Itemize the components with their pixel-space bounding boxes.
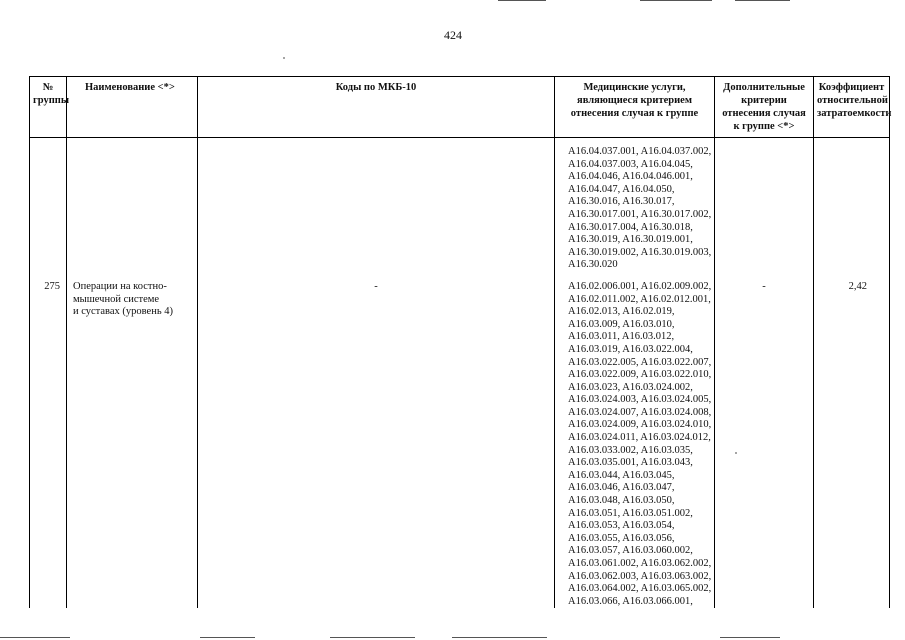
service-code-line: A16.02.006.001, A16.02.009.002, [568,280,712,292]
service-code-line: A16.03.055, A16.03.056, [568,532,675,544]
cell-name: Операции на костно- мышечной системе и суставах (уровень 4) [67,272,198,608]
service-code-line: A16.03.066, A16.03.066.001, [568,595,693,607]
service-code-line: A16.03.062.003, A16.03.063.002, [568,570,712,582]
cell-extra-criteria [715,138,814,272]
service-code-list [568,146,714,272]
header-extra-criteria: Дополнительные критерии отнесения случая к группе <*> [715,77,814,138]
service-code-line: A16.04.047, A16.04.050, [568,183,675,195]
service-code-line: A16.03.022.005, A16.03.022.007, [568,356,712,368]
service-code-line: A16.03.044, A16.03.045, [568,469,675,481]
service-code-line: A16.30.017.004, A16.30.018, [568,221,693,233]
service-code-line: A16.03.024.011, A16.03.024.012, [568,432,711,444]
page-number: 424 [444,28,462,42]
scan-edge-mark [498,0,546,1]
cell-group-no: 275 [30,272,67,608]
ksg-table [29,76,890,608]
table-header-row [30,77,890,138]
scan-edge-mark [0,637,70,638]
cell-services [555,272,715,608]
scan-edge-mark [735,0,790,1]
service-code-line: A16.30.017.001, A16.30.017.002, [568,208,712,220]
service-code-line: A16.30.016, A16.30.017, [568,196,675,208]
service-code-line: A16.03.024.009, A16.03.024.010, [568,419,712,431]
header-group-no: № группы [30,77,67,138]
service-code-line: A16.03.053, A16.03.054, [568,520,675,532]
table-row-continuation [30,138,890,272]
service-code-line: A16.03.019, A16.03.022.004, [568,343,693,355]
service-code-line: A16.02.011.002, A16.02.012.001, [568,293,711,305]
service-code-line: A16.03.009, A16.03.010, [568,318,675,330]
cell-mkb-codes [198,138,555,272]
service-code-line: A16.03.046, A16.03.047, [568,482,675,494]
cell-extra-criteria: - [715,272,814,608]
service-code-line: A16.03.024.007, A16.03.024.008, [568,406,712,418]
service-code-line: A16.03.051, A16.03.051.002, [568,507,693,519]
service-code-list [568,281,714,608]
service-code-line: A16.30.019, A16.30.019.001, [568,234,693,246]
cell-coefficient [814,138,890,272]
service-code-line: A16.30.020 [568,259,618,271]
scan-edge-mark [200,637,255,638]
table-row [30,272,890,608]
scan-edge-mark [720,637,780,638]
scan-edge-mark [452,637,547,638]
service-code-line: A16.03.011, A16.03.012, [568,331,675,343]
service-code-line: A16.03.064.002, A16.03.065.002, [568,583,712,595]
header-mkb-codes: Коды по МКБ-10 [198,77,555,138]
cell-group-no [30,138,67,272]
service-code-line: A16.03.023, A16.03.024.002, [568,381,693,393]
header-services: Медицинские услуги, являющиеся критерием отнесения случая к группе [555,77,715,138]
service-code-line: A16.03.035.001, A16.03.043, [568,457,693,469]
scan-edge-mark [330,637,415,638]
service-code-line: A16.03.061.002, A16.03.062.002, [568,558,712,569]
cell-name [67,138,198,272]
service-code-line: A16.03.024.003, A16.03.024.005, [568,394,712,406]
service-code-line: A16.04.037.001, A16.04.037.002, [568,146,712,157]
service-code-line: A16.03.033.002, A16.03.035, [568,444,693,456]
service-code-line: A16.02.013, A16.02.019, [568,306,675,318]
cell-services [555,138,715,272]
header-coefficient: Коэффициент относительной затратоемкости [814,77,890,138]
scan-edge-mark [640,0,712,1]
service-code-line: A16.03.057, A16.03.060.002, [568,545,693,557]
service-code-line: A16.03.048, A16.03.050, [568,495,675,507]
service-code-line: A16.03.022.009, A16.03.022.010, [568,369,712,381]
service-code-line: A16.04.037.003, A16.04.045, [568,158,693,170]
scan-speck [283,57,285,59]
service-code-line: A16.04.046, A16.04.046.001, [568,171,693,183]
cell-coefficient: 2,42 [814,272,890,608]
cell-mkb-codes: - [198,272,555,608]
header-name: Наименование <*> [67,77,198,138]
service-code-line: A16.30.019.002, A16.30.019.003, [568,246,712,258]
